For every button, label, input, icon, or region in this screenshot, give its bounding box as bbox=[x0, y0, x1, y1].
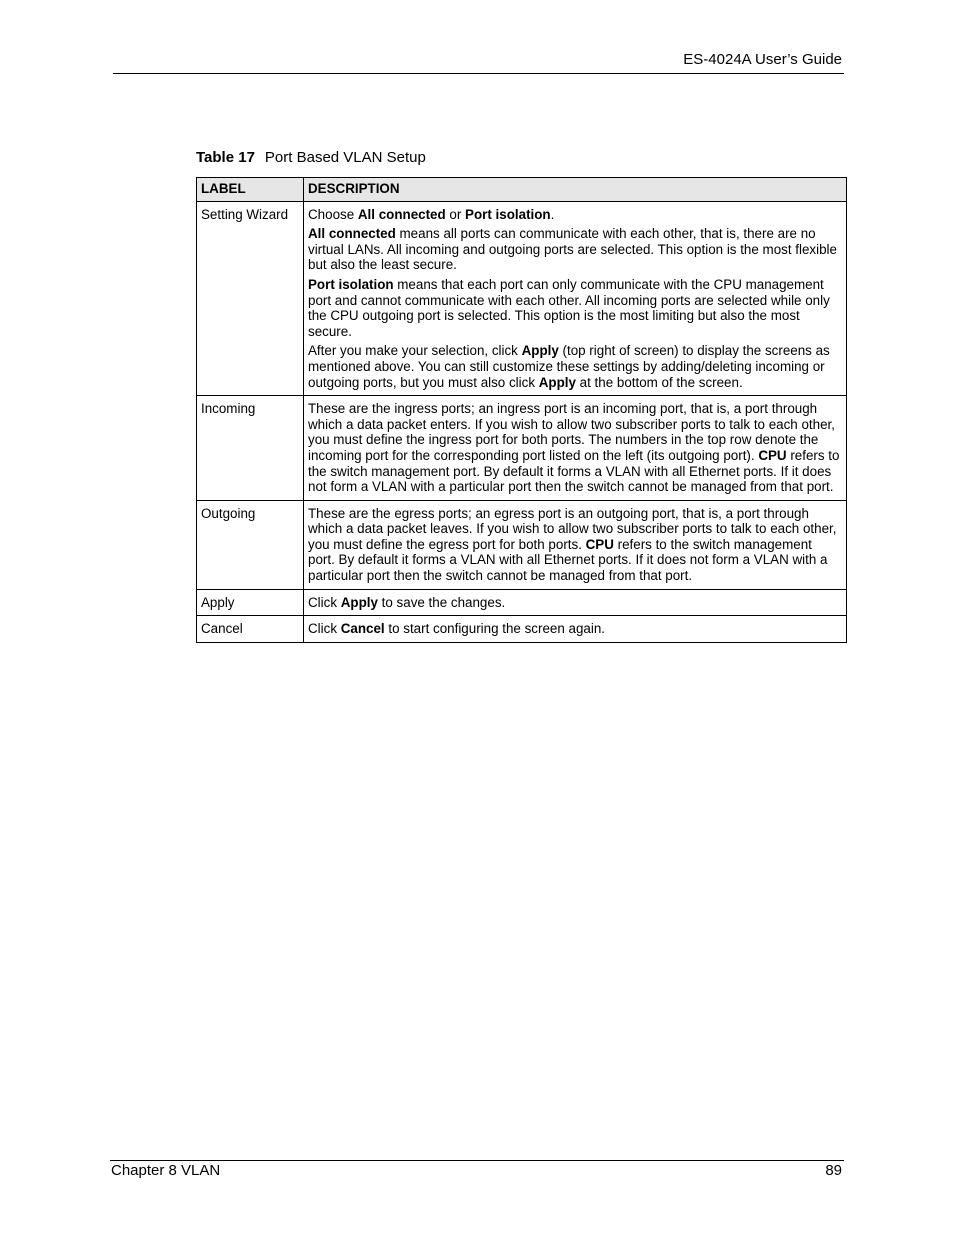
row-label: Outgoing bbox=[197, 500, 304, 589]
row-description bbox=[304, 201, 847, 396]
description-paragraph: All connected means all ports can communicate with each other, that is, there are no virtual LANs. All incoming and outgoing ports are selected. This option is the most flexible but also the least secure. bbox=[308, 226, 837, 273]
table-row-apply bbox=[197, 589, 847, 616]
row-label: Incoming bbox=[197, 396, 304, 501]
table-row-setting-wizard bbox=[197, 201, 847, 396]
description-paragraph: After you make your selection, click Apply (top right of screen) to display the screens as mentioned above. You can still customize these settings by adding/deleting incoming or outgoing ports, but you must also click Apply at the bottom of the screen. bbox=[308, 343, 830, 390]
footer-chapter: Chapter 8 VLAN bbox=[111, 1162, 221, 1179]
description-paragraph: Choose All connected or Port isolation. bbox=[308, 206, 555, 222]
description-column-header: DESCRIPTION bbox=[304, 178, 847, 202]
table-header-row bbox=[197, 178, 847, 202]
footer-page-number: 89 bbox=[825, 1162, 842, 1179]
row-description: Click Apply to save the changes. bbox=[304, 589, 847, 616]
running-header-title: ES-4024A User’s Guide bbox=[683, 51, 842, 68]
header-rule bbox=[113, 73, 844, 74]
row-description: Click Cancel to start configuring the screen again. bbox=[304, 616, 847, 643]
table-title: Port Based VLAN Setup bbox=[264, 149, 426, 166]
table-caption bbox=[196, 149, 426, 166]
footer-rule bbox=[110, 1160, 844, 1161]
table-number: Table 17 bbox=[196, 149, 255, 166]
table-row-cancel bbox=[197, 616, 847, 643]
row-label: Setting Wizard bbox=[197, 201, 304, 396]
row-label: Apply bbox=[197, 589, 304, 616]
row-description: These are the egress ports; an egress port is an outgoing port, that is, a port through which a data packet leaves. If you wish to allow two subscriber ports to talk to each other, you must define the egress port for both ports. CPU refers to the switch management port. By default it forms a VLAN with all Ethernet ports. If it does not form a VLAN with a particular port then the switch cannot be managed from that port. bbox=[304, 500, 847, 589]
vlan-setup-table bbox=[196, 177, 847, 643]
row-label: Cancel bbox=[197, 616, 304, 643]
label-column-header: LABEL bbox=[197, 178, 304, 202]
table-row-incoming bbox=[197, 396, 847, 501]
table-row-outgoing bbox=[197, 500, 847, 589]
row-description: These are the ingress ports; an ingress port is an incoming port, that is, a port through which a data packet enters. If you wish to allow two subscriber ports to talk to each other, you must define the ingress port for both ports. The numbers in the top row denote the incoming port for the corresponding port listed on the left (its outgoing port). CPU refers to the switch management port. By default it forms a VLAN with all Ethernet ports. If it does not form a VLAN with a particular port then the switch cannot be managed from that port. bbox=[304, 396, 847, 501]
description-paragraph: Port isolation means that each port can only communicate with the CPU management port and cannot communicate with each other. All incoming ports are selected while only the CPU outgoing port is selected. This option is the most limiting but also the most secure. bbox=[308, 276, 830, 339]
